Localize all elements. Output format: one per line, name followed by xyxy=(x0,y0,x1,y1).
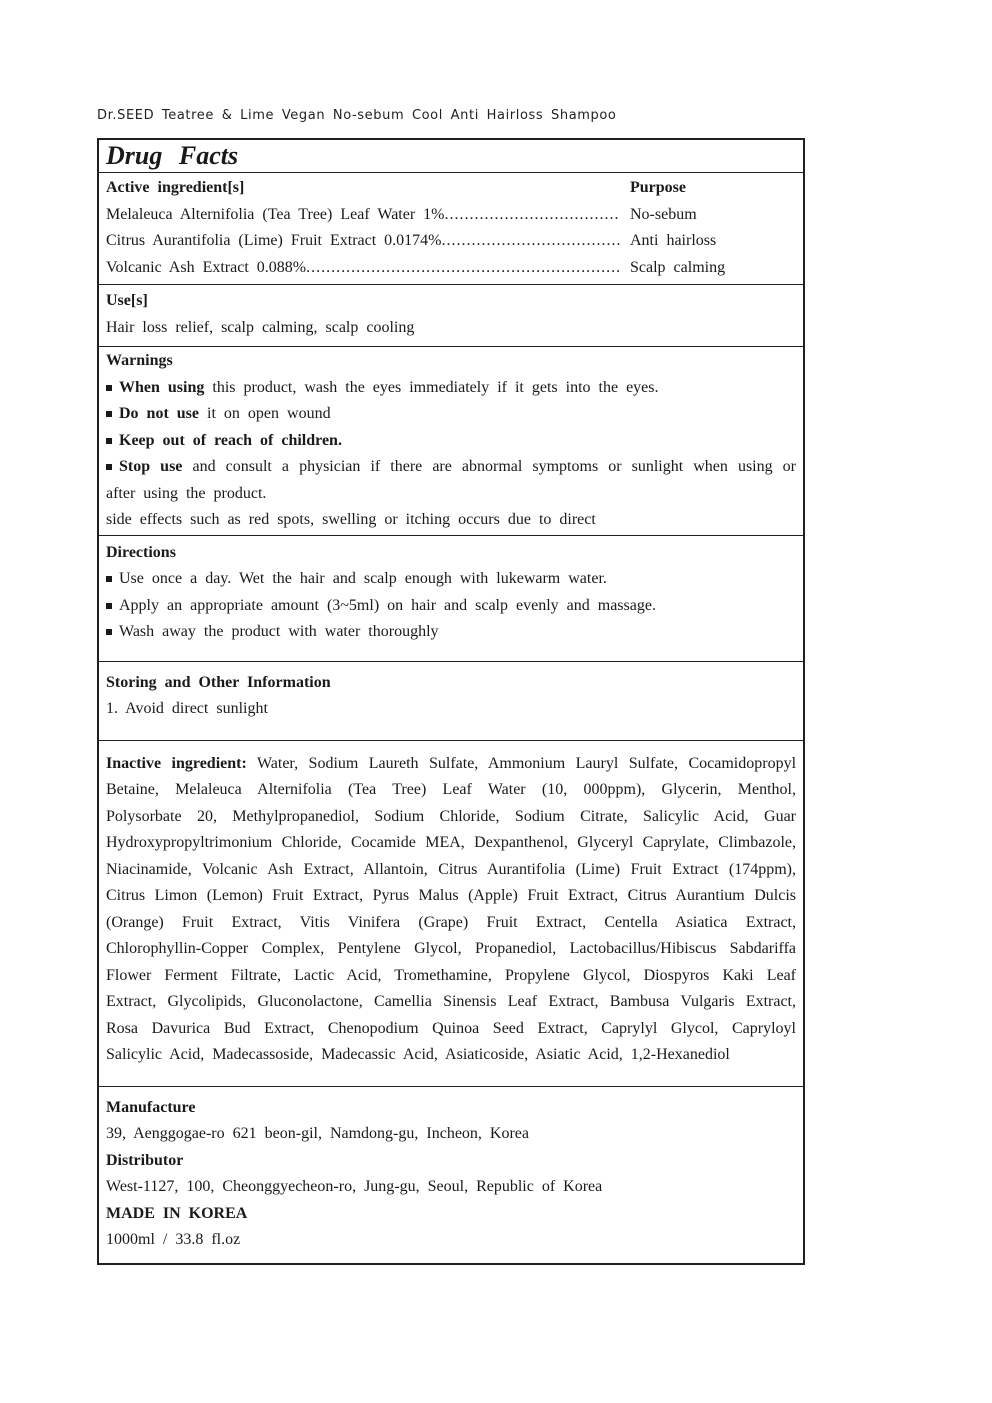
warning-item xyxy=(106,454,796,507)
warning-lead: Keep out of reach of children. xyxy=(119,431,342,449)
warnings-header: Warnings xyxy=(106,352,173,369)
ingredient-purpose: Scalp calming xyxy=(630,258,726,276)
inactive-ingredients-label: Inactive ingredient: xyxy=(106,754,247,772)
bullet-square-icon xyxy=(106,629,112,635)
section-warnings xyxy=(99,346,803,535)
bullet-square-icon xyxy=(106,385,112,391)
active-ingredient-row xyxy=(106,228,796,255)
storing-text: 1. Avoid direct sunlight xyxy=(106,700,268,717)
volume-label: 1000ml / 33.8 fl.oz xyxy=(106,1231,241,1248)
bullet-square-icon xyxy=(106,438,112,444)
product-title: Dr.SEED Teatree & Lime Vegan No-sebum Cool Anti Hairloss Shampoo xyxy=(97,108,617,123)
warnings-footnote: side effects such as red spots, swelling or itching occurs due to direct xyxy=(106,511,596,528)
bullet-square-icon xyxy=(106,603,112,609)
bullet-square-icon xyxy=(106,464,112,470)
ingredient-purpose: No-sebum xyxy=(630,205,697,223)
warning-lead: When using xyxy=(119,378,205,396)
drug-facts-document xyxy=(97,108,805,1265)
distributor-address: West-1127, 100, Cheonggyecheon-ro, Jung-gu, Seoul, Republic of Korea xyxy=(106,1178,603,1195)
warning-text: and consult a physician if there are abnormal symptoms or sunlight when using or after using the product. xyxy=(106,458,797,502)
ingredient-name: Melaleuca Alternifolia (Tea Tree) Leaf Water 1% xyxy=(106,205,445,223)
active-ingredient-row xyxy=(106,255,796,282)
warning-text: it on open wound xyxy=(199,405,331,422)
section-title xyxy=(99,140,803,172)
section-manufacture xyxy=(99,1086,803,1263)
warning-lead: Do not use xyxy=(119,405,200,422)
inactive-ingredients-paragraph xyxy=(106,751,796,1069)
dot-leader xyxy=(306,255,620,282)
active-ingredients-header: Active ingredient[s] xyxy=(106,179,245,196)
directions-header: Directions xyxy=(106,543,176,561)
ingredient-name: Volcanic Ash Extract 0.088% xyxy=(106,258,307,276)
direction-item xyxy=(106,593,796,620)
active-ingredient-row xyxy=(106,202,796,229)
uses-header: Use[s] xyxy=(106,292,148,309)
dot-leader xyxy=(442,228,621,255)
section-storing xyxy=(99,661,803,740)
section-active-ingredients xyxy=(99,172,803,284)
direction-item xyxy=(106,566,796,593)
direction-text: Apply an appropriate amount (3~5ml) on hair and scalp evenly and massage. xyxy=(119,596,656,614)
warning-lead: Stop use xyxy=(119,458,183,475)
direction-text: Use once a day. Wet the hair and scalp enough with lukewarm water. xyxy=(119,570,607,587)
ingredient-name: Citrus Aurantifolia (Lime) Fruit Extract 0.0174% xyxy=(106,232,442,249)
storing-header: Storing and Other Information xyxy=(106,673,331,691)
purpose-header: Purpose xyxy=(630,179,686,196)
manufacture-header: Manufacture xyxy=(106,1098,196,1116)
ingredient-purpose: Anti hairloss xyxy=(630,232,717,249)
uses-text: Hair loss relief, scalp calming, scalp cooling xyxy=(106,318,415,336)
warning-item xyxy=(106,375,796,402)
active-ingredients-header-row xyxy=(106,175,796,202)
drug-facts-box xyxy=(97,138,805,1265)
direction-item xyxy=(106,619,796,646)
warning-item xyxy=(106,428,796,455)
bullet-square-icon xyxy=(106,411,112,417)
inactive-ingredients-text: Water, Sodium Laureth Sulfate, Ammonium Lauryl Sulfate, Cocamidopropyl Betaine, Melaleuca Alternifolia (Tea Tree) Leaf Water (10, 000ppm), Glycerin, Menthol, Polysorbate 20, Methylpropanediol, Sodium Chloride, Sodium Citrate, Salicylic Acid, Guar Hydroxypropyltrimonium Chloride, Cocamide MEA, Dexpanthenol, Glyceryl Caprylate, Climbazole, Niacinamide, Volcanic Ash Extract, Allantoin, Citrus Aurantifolia (Lime) Fruit Extract (174ppm), Citrus Limon (Lemon) Fruit Extract, Pyrus Malus (Apple) Fruit Extract, Citrus Aurantium Dulcis (Orange) Fruit Extract, Vitis Vinifera (Grape) Fruit Extract, Centella Asiatica Extract, Chlorophyllin-Copper Complex, Pentylene Glycol, Propanediol, Lactobacillus/Hibiscus Sabdariffa Flower Ferment Filtrate, Lactic Acid, Tromethamine, Propylene Glycol, Diospyros Kaki Leaf Extract, Glycolipids, Gluconolactone, Camellia Sinensis Leaf Extract, Bambusa Vulgaris Extract, Rosa Davurica Bud Extract, Chenopodium Quinoa Seed Extract, Caprylyl Glycol, Capryloyl Salicylic Acid, Madecassoside, Madecassic Acid, Asiaticoside, Asiatic Acid, 1,2-Hexanediol xyxy=(106,754,797,1063)
made-in-label: MADE IN KOREA xyxy=(106,1204,248,1222)
warning-text: this product, wash the eyes immediately if it gets into the eyes. xyxy=(204,378,659,396)
section-uses xyxy=(99,284,803,346)
section-directions xyxy=(99,535,803,661)
distributor-header: Distributor xyxy=(106,1151,184,1169)
bullet-square-icon xyxy=(106,576,112,582)
warning-item xyxy=(106,401,796,428)
drug-facts-heading: Drug Facts xyxy=(106,141,239,170)
manufacture-address: 39, Aenggogae-ro 621 beon-gil, Namdong-gu, Incheon, Korea xyxy=(106,1125,529,1142)
direction-text: Wash away the product with water thoroughly xyxy=(119,623,439,640)
section-inactive-ingredients xyxy=(99,740,803,1086)
dot-leader xyxy=(445,202,621,229)
